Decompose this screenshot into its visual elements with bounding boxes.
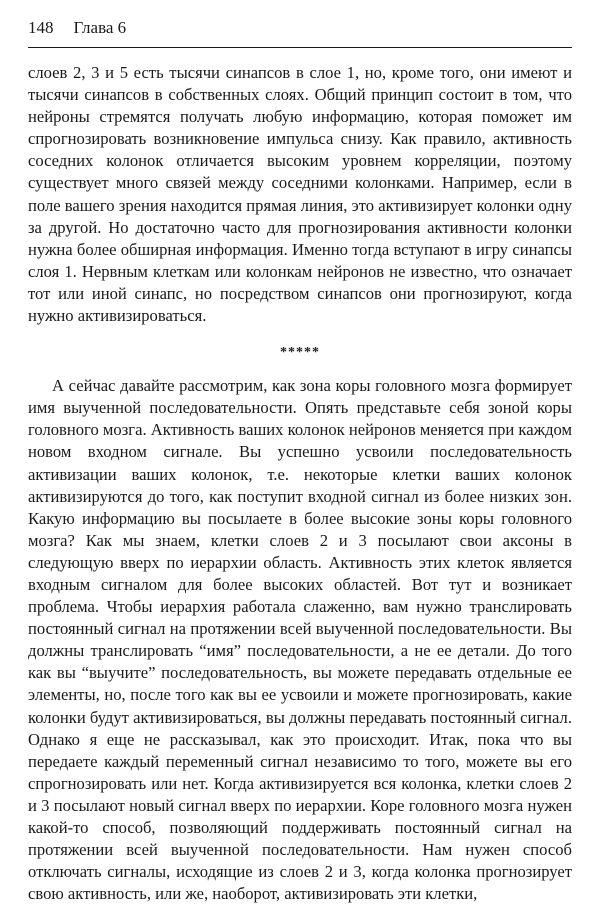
header-rule <box>28 47 572 48</box>
paragraph-continued: слоев 2, 3 и 5 есть тысячи синапсов в слое 1, но, кроме того, они имеют и тысячи синапсов в собственных слоях. Общий принцип состоит в том, что нейроны стремятся получать любую информацию, которая поможет им спрогнозировать возникновение импульса снизу. Как правило, активность соседних колонок отличается высоким уровнем корреляции, поэтому существует много связей между соседними колонками. Например, если в поле вашего зрения находится прямая линия, это активизирует колонки одну за другой. Но достаточно часто для прогнозирования активности колонки нужна более обширная информация. Именно тогда вступают в игру синапсы слоя 1. Нервным клеткам или колонкам нейронов не известно, что означает тот или иной синапс, но посредством синапсов они прогнозируют, когда нужно активизироваться. <box>28 63 572 326</box>
section-separator: ***** <box>280 345 320 361</box>
running-header <box>28 18 572 44</box>
paragraph-sequence-name: А сейчас давайте рассмотрим, как зона коры головного мозга формирует имя выученной последовательности. Опять представьте себя зоной коры головного мозга. Активность ваших колонок нейронов меняется при каждом новом входном сигнале. Вы успешно усвоили последовательность активизации ваших колонок, т.е. некоторые клетки ваших колонок активизируются до того, как поступит входной сигнал из более низких зон. Какую информацию вы посылаете в более высокие зоны коры головного мозга? Как мы знаем, клетки слоев 2 и 3 посылают свои аксоны в следующую вверх по иерархии область. Активность этих клеток является входным сигналом для более высоких областей. Вот тут и возникает проблема. Чтобы иерархия работала слаженно, вам нужно транслировать постоянный сигнал на протяжении всей выученной последовательности. Вы должны транслировать “имя” последовательности, а не ее детали. До того как вы “выучите” последовательность, вы можете передавать отдельные ее элементы, но, после того как вы ее усвоили и можете прогнозировать, какие колонки будут активизироваться, вы должны передавать постоянный сигнал. Однако я еще не рассказывал, как это происходит. Итак, пока что вы передаете каждый переменный сигнал независимо то того, можете вы его спрогнозировать или нет. Когда активизируется вся колонка, клетки слоев 2 и 3 посылают новый сигнал вверх по иерархии. Коре головного мозга нужен какой-то способ, позволяющий поддерживать постоянный сигнал на протяжении всей выученной последовательности. Нам нужен способ отключать сигналы, исходящие из слоев 2 и 3, когда колонка прогнозирует свою активность, или же, наоборот, активизировать эти клетки, <box>28 376 572 904</box>
page-number: 148 <box>28 18 54 37</box>
body-text <box>28 62 572 905</box>
chapter-title: Глава 6 <box>73 18 127 37</box>
